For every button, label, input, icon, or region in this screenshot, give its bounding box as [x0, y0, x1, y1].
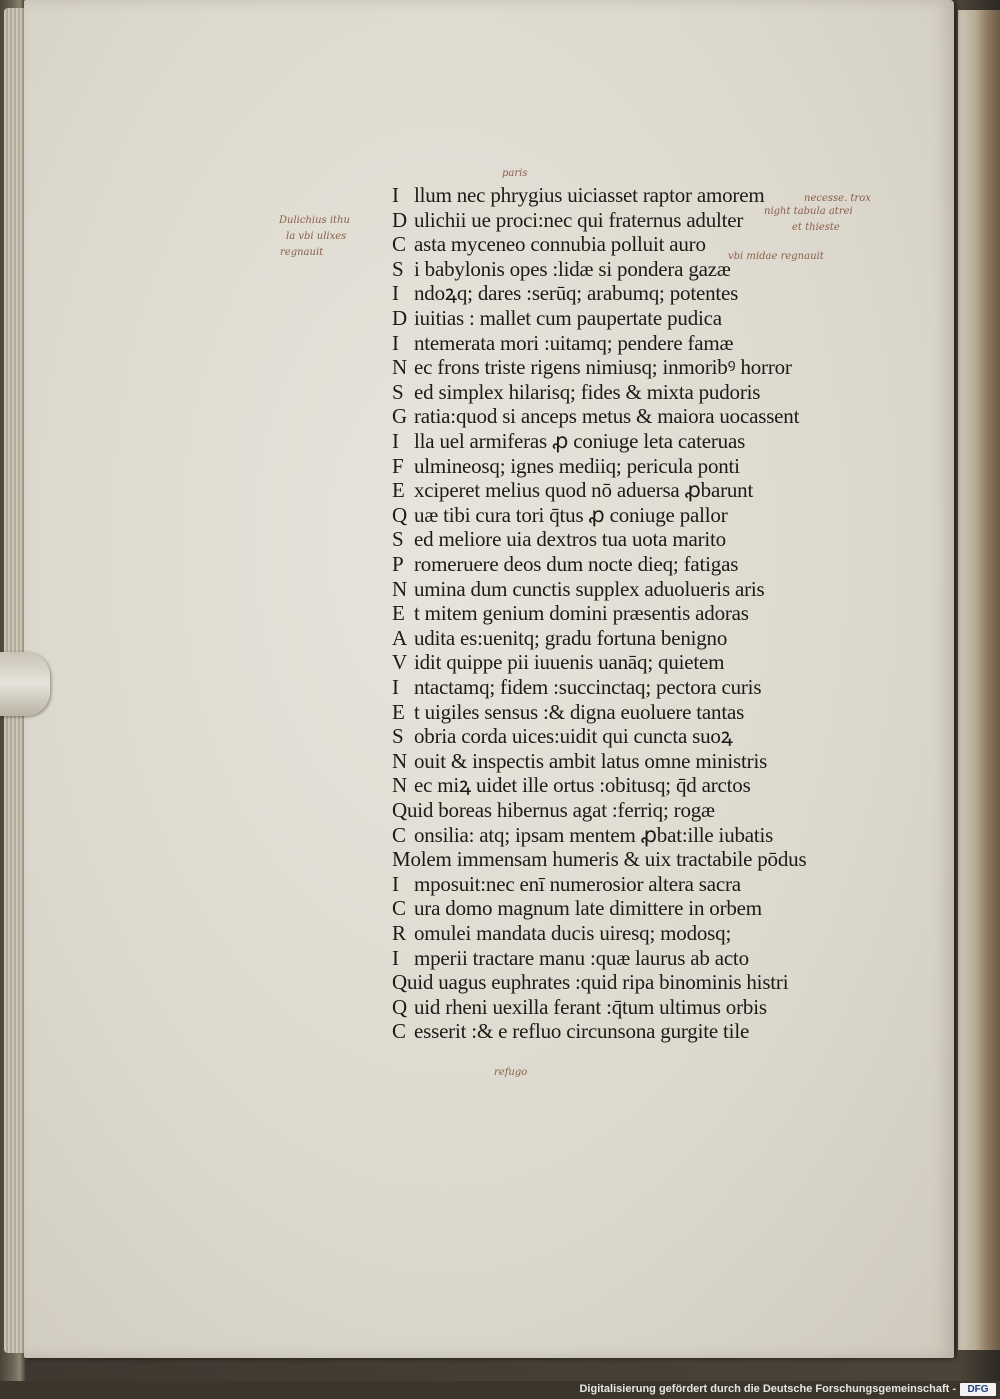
line-text: asta myceneo connubia polluit auro [414, 232, 706, 257]
initial-letter: S [392, 379, 404, 404]
line-text: ec frons triste rigens nimiusq; inmoribꝰ horror [414, 355, 792, 380]
paper-page [24, 0, 954, 1358]
initial-letter: I [392, 871, 399, 896]
initial-letter: N [392, 748, 407, 773]
initial-letter: C [392, 822, 406, 847]
initial-letter: Q [392, 502, 407, 527]
handwritten-annotation: Dulichius ithu [279, 215, 350, 226]
book-clasp-strap [0, 652, 50, 716]
funding-credit: Digitalisierung gefördert durch die Deutsche Forschungsgemeinschaft - [579, 1383, 956, 1395]
line-text: ntactamq; fidem :succinctaq; pectora curis [414, 675, 762, 699]
line-text: t mitem genium domini præsentis adoras [414, 601, 749, 626]
initial-letter: R [392, 921, 406, 945]
handwritten-annotation: refugo [494, 1067, 528, 1078]
initial-letter: E [392, 699, 405, 724]
line-text: uæ tibi cura tori q̄tus ꝓ coniuge pallor [414, 502, 728, 527]
initial-letter: E [392, 601, 405, 626]
line-text: t uigiles sensus :& digna euoluere tantas [414, 699, 745, 724]
initial-letter: F [392, 453, 404, 478]
initial-letter: G [392, 404, 407, 429]
initial-letter: I [392, 675, 399, 699]
initial-letter: S [392, 724, 404, 749]
initial-letter: D [392, 207, 407, 232]
line-text: ulichii ue proci:nec qui fraternus adulter [414, 207, 744, 232]
line-text: lla uel armiferas ꝓ coniuge leta cateruas [414, 429, 746, 453]
line-text: idit quippe pii iuuenis uanāq; quietem [414, 650, 725, 675]
dfg-logo: DFG [960, 1383, 996, 1396]
footer-bar [0, 1381, 1000, 1399]
line-text: llum nec phrygius uiciasset raptor amorem [414, 183, 765, 207]
handwritten-annotation: night tabula atrei [764, 206, 853, 217]
line-text: Quid boreas hibernus agat :ferriq; rogæ [392, 798, 715, 822]
handwritten-annotation: et thieste [792, 222, 840, 233]
initial-letter: D [392, 306, 407, 330]
handwritten-annotation: necesse. trox [804, 193, 871, 204]
line-text: Molem immensam humeris & uix tractabile pōdus [392, 847, 807, 872]
line-text: ouit & inspectis ambit latus omne ministris [414, 748, 768, 773]
initial-letter: C [392, 232, 406, 257]
handwritten-annotation: la vbi ulixes [286, 231, 347, 242]
line-text: uid rheni uexilla ferant :q̄tum ultimus orbis [414, 994, 767, 1019]
initial-letter: I [392, 330, 399, 355]
initial-letter: N [392, 576, 407, 601]
initial-letter: I [392, 281, 399, 306]
initial-letter: A [392, 625, 407, 650]
line-text: ndoꝝq; dares :serūq; arabumq; potentes [414, 281, 739, 306]
line-text: umina dum cunctis supplex aduolueris aris [414, 576, 765, 601]
line-text: iuitias : mallet cum paupertate pudica [414, 306, 722, 330]
line-text: i babylonis opes :lidæ si pondera gazæ [414, 256, 731, 281]
initial-letter: C [392, 1019, 406, 1044]
initial-letter: S [392, 527, 404, 552]
handwritten-annotation: vbi midae regnauit [728, 251, 824, 262]
handwritten-annotation: regnauit [280, 247, 324, 258]
line-text: onsilia: atq; ipsam mentem ꝓbat:ille iubatis [414, 822, 774, 847]
line-text: xciperet melius quod nō aduersa ꝓbarunt [414, 478, 754, 503]
initial-letter: N [392, 773, 407, 798]
initial-letter: S [392, 256, 404, 281]
initial-letter: V [392, 650, 407, 675]
initial-letter: N [392, 355, 407, 380]
line-text: ratia:quod si anceps metus & maiora uocassent [414, 404, 800, 429]
initial-letter: Q [392, 994, 407, 1019]
initial-letter: I [392, 429, 399, 453]
initial-letter: E [392, 478, 405, 503]
line-text: omulei mandata ducis uiresq; modosq; [414, 921, 732, 945]
line-text: ntemerata mori :uitamq; pendere famæ [414, 330, 734, 355]
line-text: mposuit:nec enī numerosior altera sacra [414, 871, 741, 896]
initial-letter: C [392, 896, 406, 921]
initial-letter: P [392, 552, 404, 576]
line-text: mperii tractare manu :quæ laurus ab acto [414, 945, 749, 970]
initial-letter: I [392, 183, 399, 207]
initial-letter: I [392, 945, 399, 970]
handwritten-annotation: paris [502, 168, 528, 179]
line-text: ec miꝝ uidet ille ortus :obitusq; q̄d arctos [414, 773, 751, 798]
line-text: Quid uagus euphrates :quid ripa binominis histri [392, 970, 789, 995]
line-text: ed simplex hilarisq; fides & mixta pudoris [414, 379, 761, 404]
line-text: obria corda uices:uidit qui cuncta suoꝝ [414, 724, 733, 749]
line-text: ed meliore uia dextros tua uota marito [414, 527, 726, 552]
facing-page-edge [958, 10, 1000, 1350]
line-text: ura domo magnum late dimittere in orbem [414, 896, 762, 921]
line-text: esserit :& e refluo circunsona gurgite tile [414, 1019, 750, 1044]
line-text: romeruere deos dum nocte dieq; fatigas [414, 552, 739, 576]
line-text: udita es:uenitq; gradu fortuna benigno [414, 625, 728, 650]
line-text: ulmineosq; ignes mediiq; pericula ponti [414, 453, 740, 478]
